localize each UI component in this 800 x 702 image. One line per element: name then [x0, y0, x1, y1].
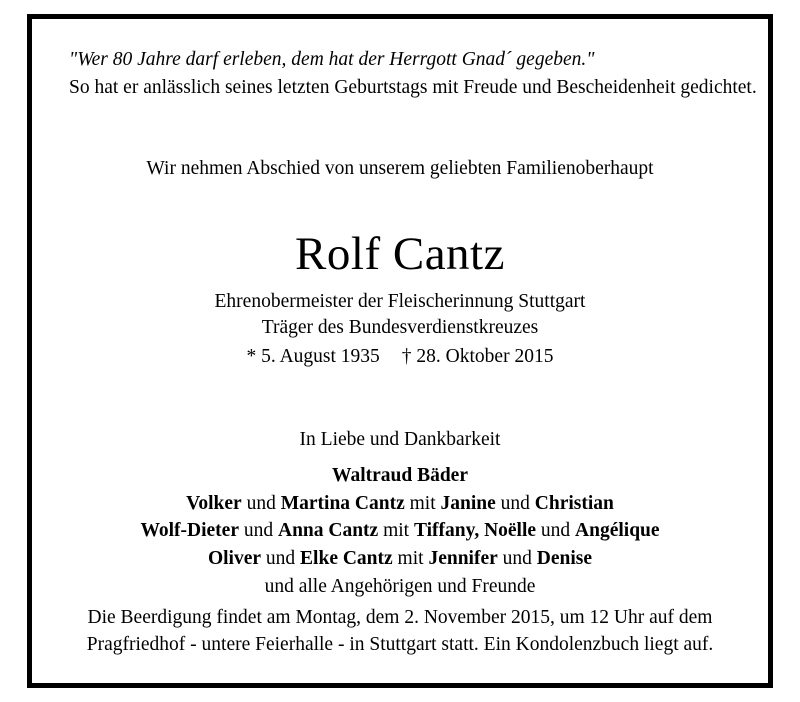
- family-connector: und: [495, 492, 535, 514]
- obituary-notice-frame: [27, 14, 773, 688]
- family-line: [58, 545, 742, 573]
- family-name: Janine: [440, 492, 496, 514]
- family-connector: und: [497, 547, 537, 569]
- quote-text: "Wer 80 Jahre darf erleben, dem hat der Herrgott Gnad´ gegeben.": [69, 49, 595, 70]
- family-connector: und: [536, 520, 576, 542]
- title-line-2: Träger des Bundesverdienstkreuzes: [261, 317, 539, 338]
- family-list: [58, 462, 742, 600]
- birth-date: * 5. August 1935: [246, 345, 380, 367]
- family-line: [58, 490, 742, 518]
- deceased-titles: [58, 289, 742, 340]
- life-dates: [58, 344, 742, 370]
- family-name: Waltraud Bäder: [332, 464, 468, 486]
- family-name: Jennifer: [428, 547, 498, 569]
- family-connector: mit: [404, 492, 441, 514]
- family-connector: mit: [378, 520, 414, 542]
- family-name: Martina Cantz: [280, 492, 405, 514]
- family-line: [58, 517, 742, 545]
- family-name: Denise: [536, 547, 593, 569]
- title-line-1: Ehrenobermeister der Fleischerinnung Stuttgart: [214, 291, 586, 313]
- family-name: Volker: [186, 492, 242, 514]
- quote-attribution: So hat er anlässlich seines letzten Geburtstags mit Freude und Bescheidenheit gedichtet.: [69, 76, 757, 98]
- obituary-content: [32, 19, 768, 683]
- family-connector: und: [241, 492, 281, 514]
- family-name: Wolf-Dieter: [140, 520, 239, 542]
- family-connector: und: [238, 520, 278, 542]
- quote-block: [58, 48, 757, 100]
- deceased-name: Rolf Cantz: [295, 227, 505, 280]
- family-line: [58, 573, 742, 601]
- funeral-line-1: Die Beerdigung findet am Montag, dem 2. November 2015, um 12 Uhr auf dem: [87, 607, 713, 629]
- gratitude-text: In Liebe und Dankbarkeit: [299, 429, 501, 451]
- family-name: Angélique: [575, 520, 660, 542]
- family-name: Oliver: [207, 547, 262, 569]
- farewell-text: Wir nehmen Abschied von unserem geliebten Familienoberhaupt: [146, 158, 654, 180]
- family-name: Christian: [534, 492, 614, 514]
- family-line: [58, 462, 742, 490]
- funeral-details: [58, 605, 742, 659]
- funeral-line-2: Pragfriedhof - untere Feierhalle - in Stuttgart statt. Ein Kondolenzbuch liegt auf.: [86, 634, 714, 656]
- family-connector: und: [261, 547, 301, 569]
- family-name: Elke Cantz: [300, 547, 393, 569]
- family-connector: mit: [392, 547, 429, 569]
- family-name: Tiffany, Noëlle: [413, 520, 537, 542]
- death-date: † 28. Oktober 2015: [401, 345, 554, 367]
- family-connector: und alle Angehörigen und Freunde: [264, 575, 536, 597]
- family-name: Anna Cantz: [277, 520, 379, 542]
